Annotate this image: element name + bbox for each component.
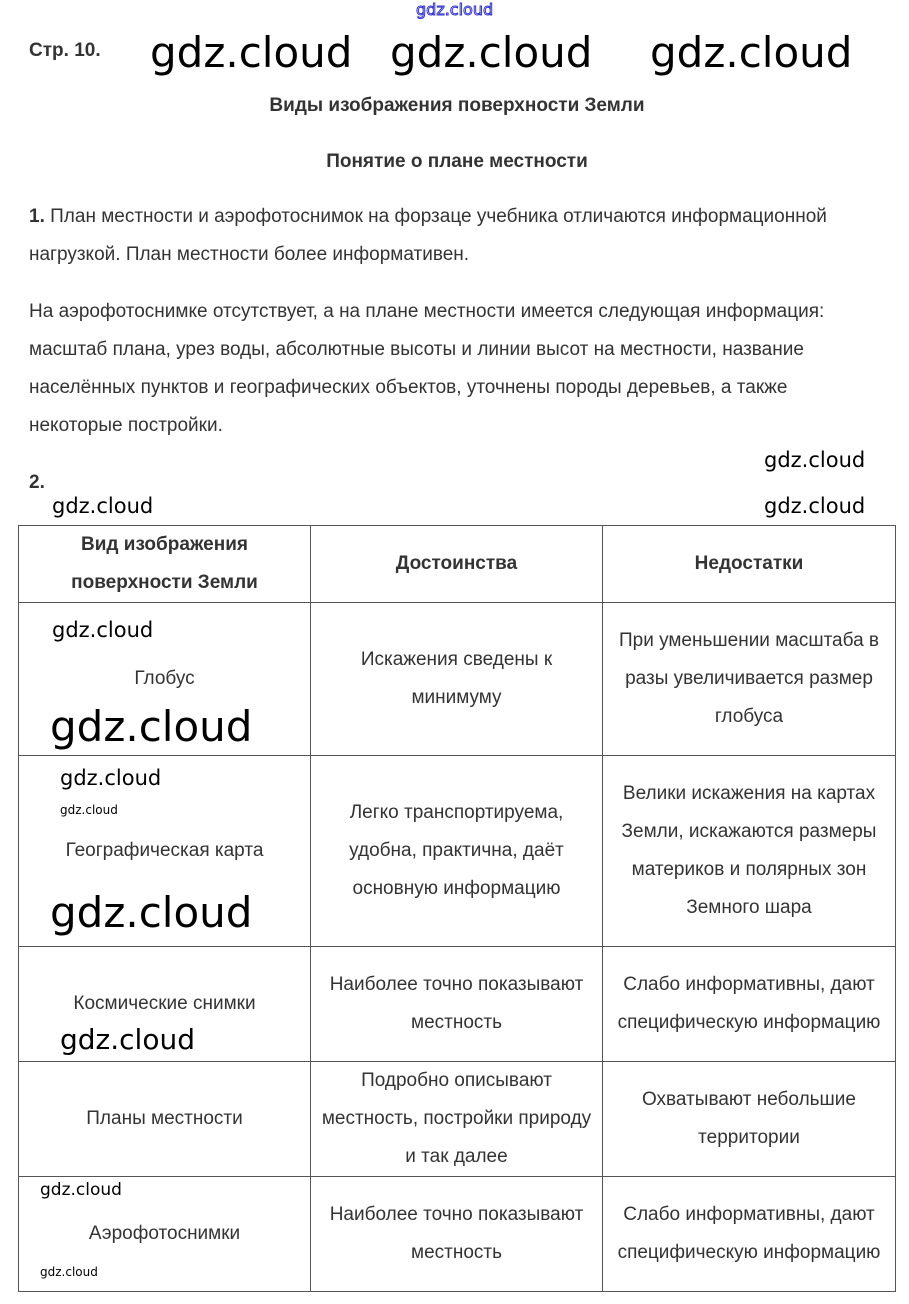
answer-1	[29, 198, 879, 274]
cell: Географическая карта	[19, 756, 311, 947]
page-title: Виды изображения поверхности Земли	[269, 95, 645, 116]
watermark: gdz.cloud	[52, 618, 154, 642]
watermark: gdz.cloud	[764, 494, 866, 518]
watermark: gdz.cloud	[50, 702, 253, 751]
table-row	[19, 1177, 896, 1292]
cell: При уменьшении масштаба в разы увеличивается размер глобуса	[603, 603, 896, 756]
subtitle: Понятие о плане местности	[326, 151, 588, 172]
answer-1-part2: На аэрофотоснимке отсутствует, а на плане местности имеется следующая информация: масштаб плана, урез воды, абсолютные высоты и линии высот на местности, название населённых пунктов и географических объектов, уточнены породы деревьев, а также некоторые постройки.	[29, 301, 825, 436]
watermark: gdz.cloud	[764, 448, 866, 472]
watermark: gdz.cloud	[650, 28, 853, 77]
watermark: gdz.cloud	[390, 28, 593, 77]
q1-text: План местности и аэрофотоснимок на форзаце учебника отличаются информационной нагрузкой. План местности более информативен.	[29, 206, 827, 265]
watermark: gdz.cloud	[150, 28, 353, 77]
table-header-row	[19, 526, 896, 603]
cell: Наиболее точно показывают местность	[311, 947, 603, 1062]
cell: Слабо информативны, дают специфическую информацию	[603, 947, 896, 1062]
watermark: gdz.cloud	[40, 1265, 98, 1279]
watermark: gdz.cloud	[416, 0, 494, 19]
cell: Наиболее точно показывают местность	[311, 1177, 603, 1292]
q2-number: 2.	[29, 472, 45, 493]
q1-number: 1.	[29, 206, 45, 227]
watermark: gdz.cloud	[50, 888, 253, 937]
cell: Аэрофотоснимки	[19, 1177, 311, 1292]
watermark: gdz.cloud	[40, 1180, 122, 1200]
header-cell: Достоинства	[311, 526, 603, 603]
cell: Подробно описывают местность, постройки природу и так далее	[311, 1062, 603, 1177]
cell: Велики искажения на картах Земли, искажаются размеры материков и полярных зон Земного шара	[603, 756, 896, 947]
header-cell: Недостатки	[603, 526, 896, 603]
cell: Искажения сведены к минимуму	[311, 603, 603, 756]
cell: Планы местности	[19, 1062, 311, 1177]
cell: Охватывают небольшие территории	[603, 1062, 896, 1177]
table-row	[19, 1062, 896, 1177]
watermark: gdz.cloud	[60, 803, 118, 817]
cell: Глобус	[19, 603, 311, 756]
watermark: gdz.cloud	[60, 1023, 195, 1056]
watermark: gdz.cloud	[52, 494, 154, 518]
cell: Космические снимки	[19, 947, 311, 1062]
cell: Слабо информативны, дают специфическую информацию	[603, 1177, 896, 1292]
cell: Легко транспортируема, удобна, практична, даёт основную информацию	[311, 756, 603, 947]
header-cell: Вид изображения поверхности Земли	[19, 526, 311, 603]
page-label: Стр. 10.	[29, 40, 101, 61]
watermark: gdz.cloud	[60, 766, 162, 790]
